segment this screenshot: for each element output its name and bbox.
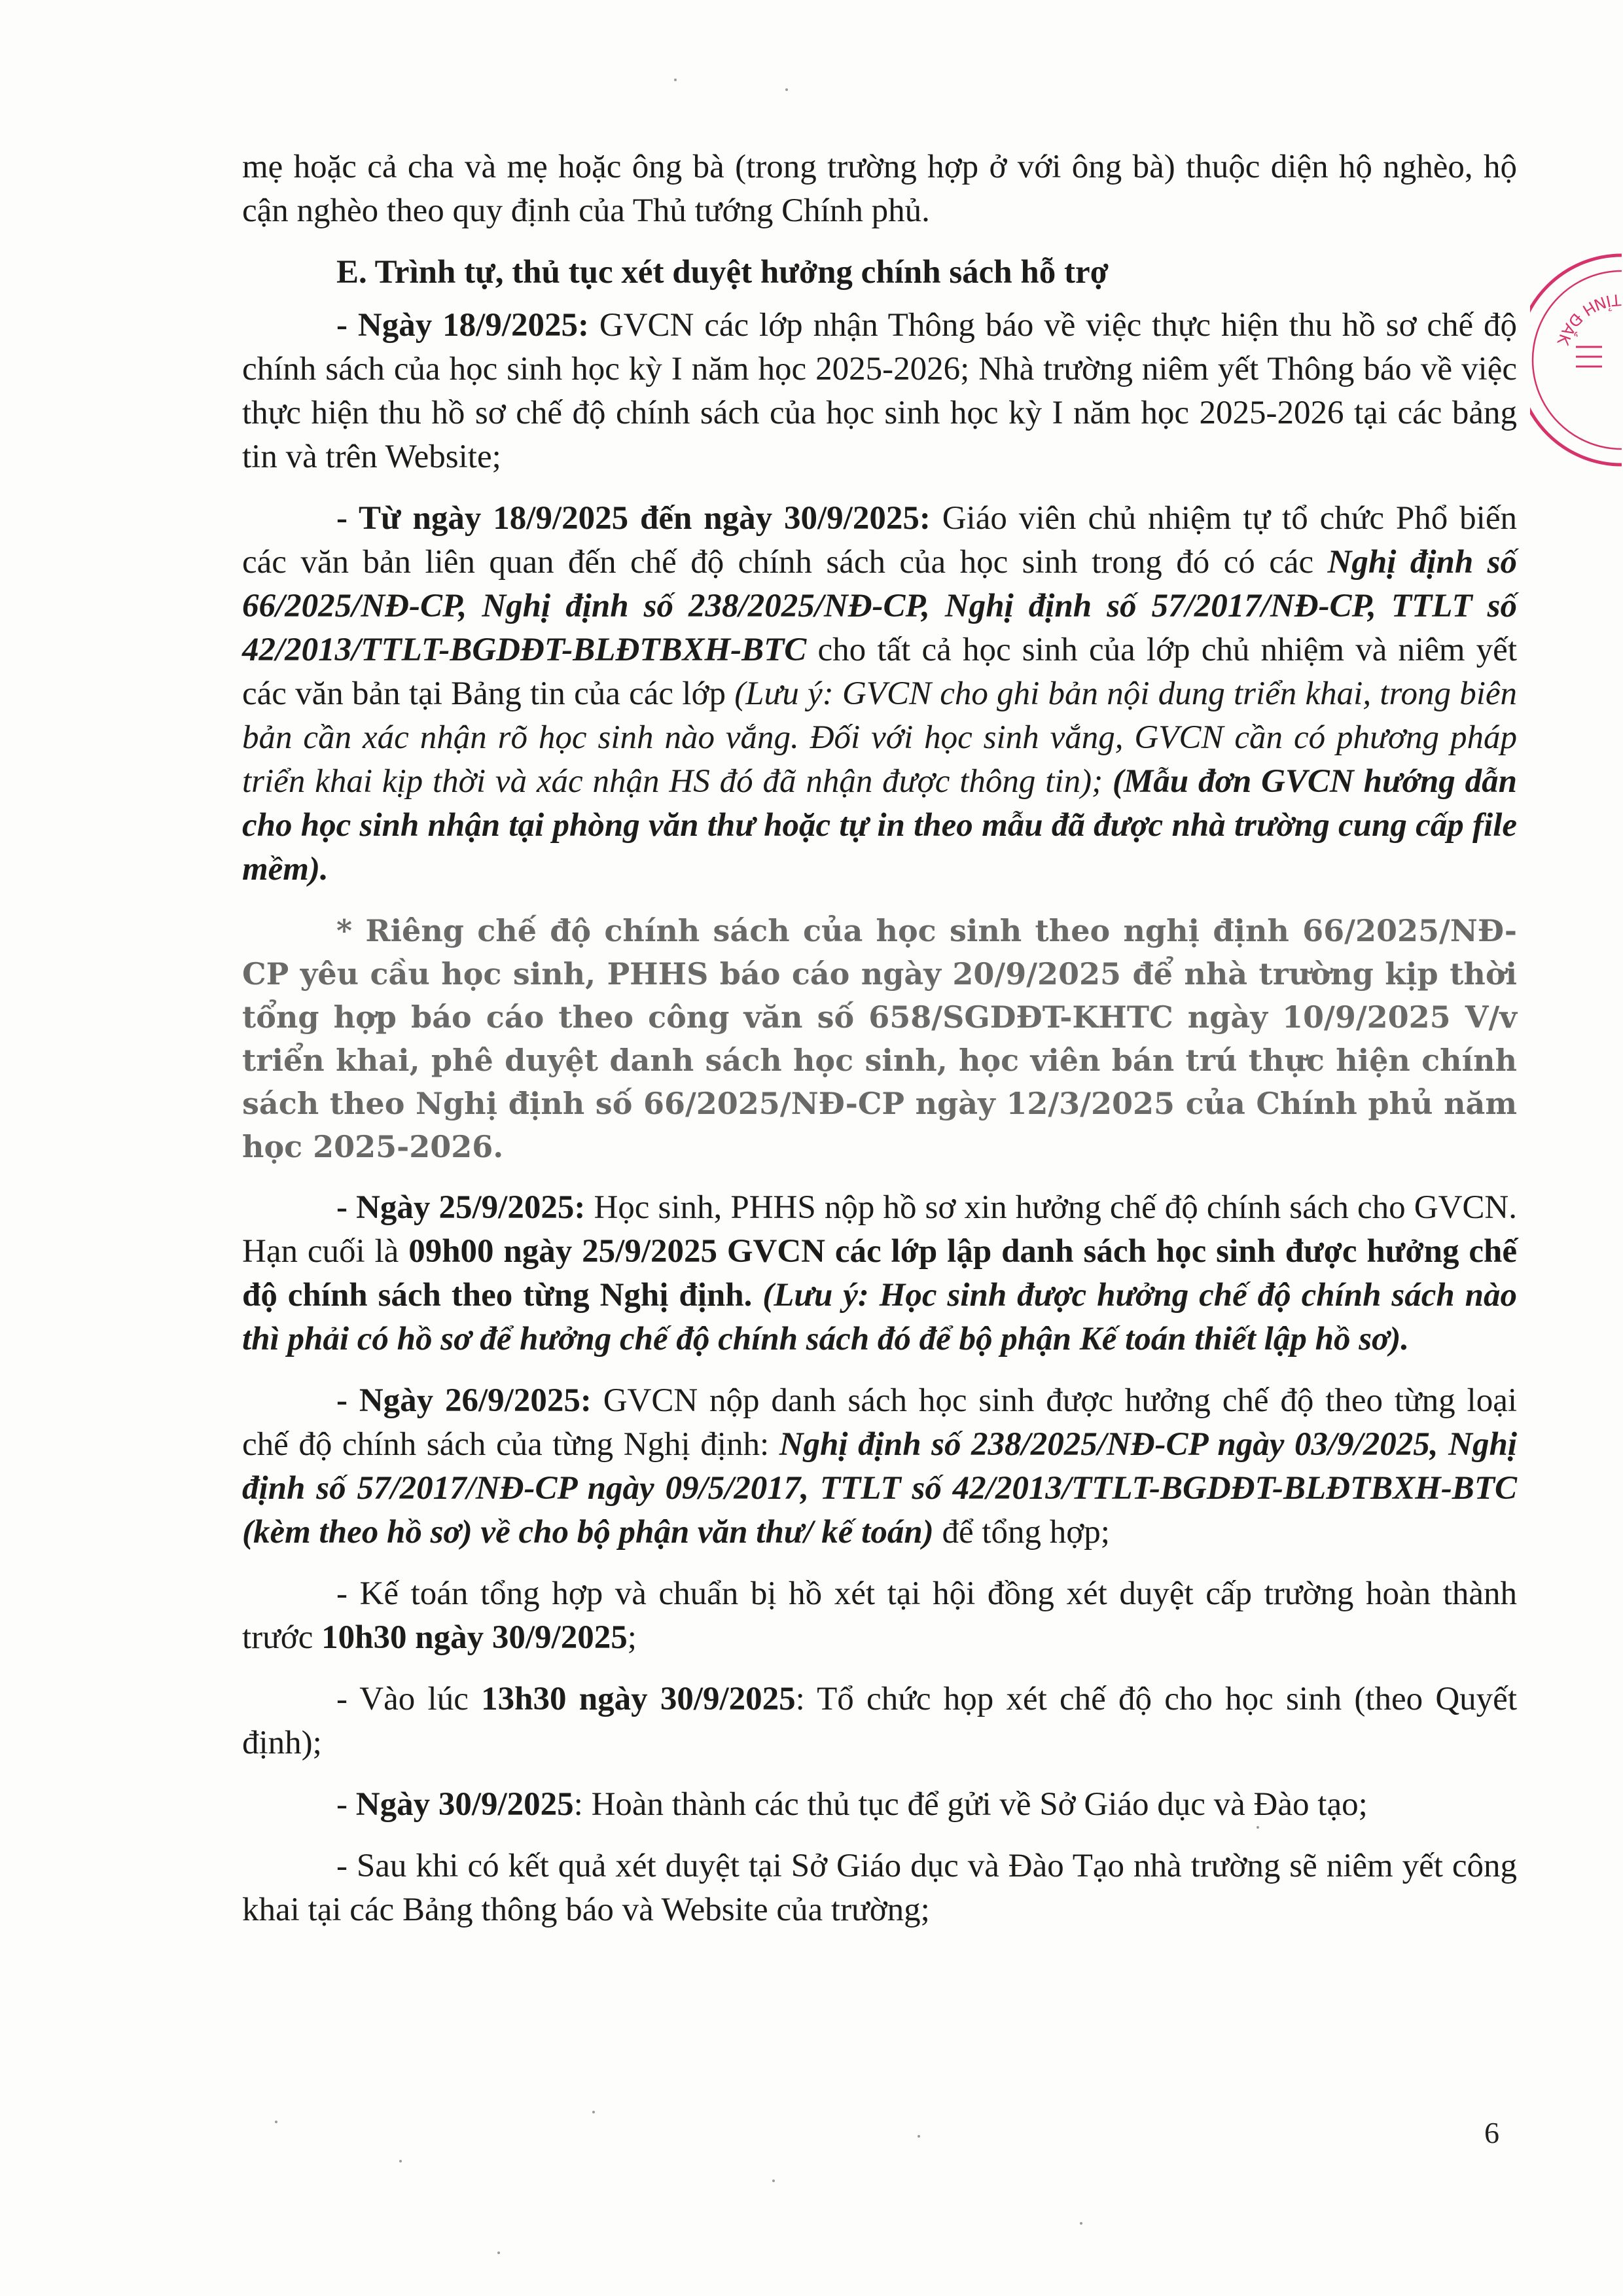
- document-body: [242, 145, 1517, 1950]
- step-5-deadline: 10h30 ngày 30/9/2025: [321, 1619, 628, 1656]
- step-4-text: GVCN nộp danh sách học sinh được hưởng chế độ theo từng loại chế độ chính sách của từng Nghị định:: [242, 1382, 1518, 1463]
- step-6-text: - Vào lúc: [336, 1681, 482, 1717]
- step-3-note: (Lưu ý: Học sinh được hưởng chế độ chính sách nào thì phải có hồ sơ để hưởng chế độ chính sách đó để bộ phận Kế toán thiết lập hồ sơ).: [242, 1277, 1517, 1357]
- stamp-text: TỈNH ĐẮK: [1552, 290, 1622, 349]
- step-1-text: GVCN các lớp nhận Thông báo về việc thực hiện thu hồ sơ chế độ chính sách của học sinh học kỳ I năm học 2025-2026; Nhà trường niêm yết Thông báo về việc thực hiện thu hồ sơ chế độ chính sách của học sinh học kỳ I năm học 2025-2026 tại các bảng tin và trên Website;: [242, 307, 1518, 475]
- intro-text: mẹ hoặc cả cha và mẹ hoặc ông bà (trong trường hợp ở với ông bà) thuộc diện hộ nghèo, hộ cận nghèo theo quy định của Thủ tướng Chính phủ.: [242, 149, 1517, 229]
- intro-paragraph: [242, 145, 1517, 233]
- step-2-note: (Lưu ý: GVCN cho ghi bản nội dung triển khai, trong biên bản cần xác nhận rõ học sinh nào vắng. Đối với học sinh vắng, GVCN cần có phương pháp triển khai kịp thời và xác nhận HS đó đã nhận được thông tin);: [242, 675, 1518, 800]
- decree-66-note-text: * Riêng chế độ chính sách của học sinh theo nghị định 66/2025/NĐ-CP yêu cầu học sinh, PHHS báo cáo ngày 20/9/2025 để nhà trường kịp thời tổng hợp báo cáo theo công văn số 658/SGDĐT-KHTC ngày 10/9/2025 V/v triển khai, phê duyệt danh sách học sinh, học viên bán trú thực hiện chính sách theo Nghị định số 66/2025/NĐ-CP ngày 12/3/2025 của Chính phủ năm học 2025-2026.: [242, 913, 1517, 1164]
- step-7-date: Ngày 30/9/2025: [355, 1786, 574, 1823]
- step-1-date: - Ngày 18/9/2025:: [336, 307, 589, 344]
- step-7-dash: -: [336, 1786, 356, 1823]
- step-7-tail: : Hoàn thành các thủ tục để gửi về Sở Giáo dục và Đào tạo;: [573, 1786, 1368, 1823]
- step-6-tail: : Tổ chức họp xét chế độ cho học sinh (theo Quyết định);: [242, 1681, 1517, 1761]
- step-6-time: 13h30 ngày 30/9/2025: [481, 1681, 796, 1717]
- step-4-tail: để tổng hợp;: [933, 1514, 1110, 1551]
- section-heading: E. Trình tự, thủ tục xét duyệt hưởng chính sách hỗ trợ: [336, 254, 1109, 291]
- step-2-text: Giáo viên chủ nhiệm tự tổ chức Phổ biến các văn bản liên quan đến chế độ chính sách của học sinh trong đó có các: [242, 500, 1517, 581]
- page-number: 6: [1484, 2116, 1499, 2149]
- step-5-text: - Kế toán tổng hợp và chuẩn bị hồ xét tại hội đồng xét duyệt cấp trường hoàn thành trước: [242, 1575, 1517, 1656]
- red-stamp-seal: [1530, 249, 1622, 471]
- paragraph-decree-66-note: [242, 909, 1517, 1168]
- step-8-text: - Sau khi có kết quả xét duyệt tại Sở Giáo dục và Đào Tạo nhà trường sẽ niêm yết công khai tại các Bảng thông báo và Website của trường;: [242, 1848, 1517, 1928]
- step-2-date: - Từ ngày 18/9/2025 đến ngày 30/9/2025:: [336, 500, 931, 537]
- step-5-tail: ;: [627, 1619, 637, 1656]
- paragraph-step-6: [242, 1677, 1517, 1765]
- svg-text:TỈNH ĐẮK: [1553, 291, 1622, 349]
- paragraph-step-1: [242, 304, 1517, 479]
- step-3-deadline: 09h00 ngày 25/9/2025 GVCN các lớp lập danh sách học sinh được hưởng chế độ chính sách theo từng Nghị định.: [242, 1233, 1518, 1314]
- paragraph-step-3: [242, 1186, 1517, 1361]
- paragraph-step-4: [242, 1379, 1517, 1554]
- paragraph-step-5: [242, 1572, 1517, 1660]
- step-4-date: - Ngày 26/9/2025:: [336, 1382, 592, 1419]
- step-2-documents: Nghị định số 66/2025/NĐ-CP, Nghị định số 238/2025/NĐ-CP, Nghị định số 57/2017/NĐ-CP, TTLT số 42/2013/TTLT-BGDĐT-BLĐTBXH-BTC: [242, 544, 1518, 668]
- step-4-documents: Nghị định số 238/2025/NĐ-CP ngày 03/9/2025, Nghị định số 57/2017/NĐ-CP ngày 09/5/2017, TTLT số 42/2013/TTLT-BGDĐT-BLĐTBXH-BTC (kèm theo hồ sơ) về cho bộ phận văn thư/ kế toán): [242, 1426, 1517, 1551]
- step-3-date: - Ngày 25/9/2025:: [336, 1189, 586, 1226]
- step-2-text-continued: cho tất cả học sinh của lớp chủ nhiệm và niêm yết các văn bản tại Bảng tin của các lớp: [242, 632, 1517, 712]
- paragraph-step-2: [242, 497, 1517, 891]
- step-2-form-note: (Mẫu đơn GVCN hướng dẫn cho học sinh nhận tại phòng văn thư hoặc tự in theo mẫu đã được nhà trường cung cấp file mềm).: [242, 763, 1517, 888]
- paragraph-step-7: [242, 1783, 1517, 1827]
- step-3-text: Học sinh, PHHS nộp hồ sơ xin hưởng chế độ chính sách cho GVCN. Hạn cuối là: [242, 1189, 1518, 1270]
- paragraph-step-8: [242, 1844, 1517, 1932]
